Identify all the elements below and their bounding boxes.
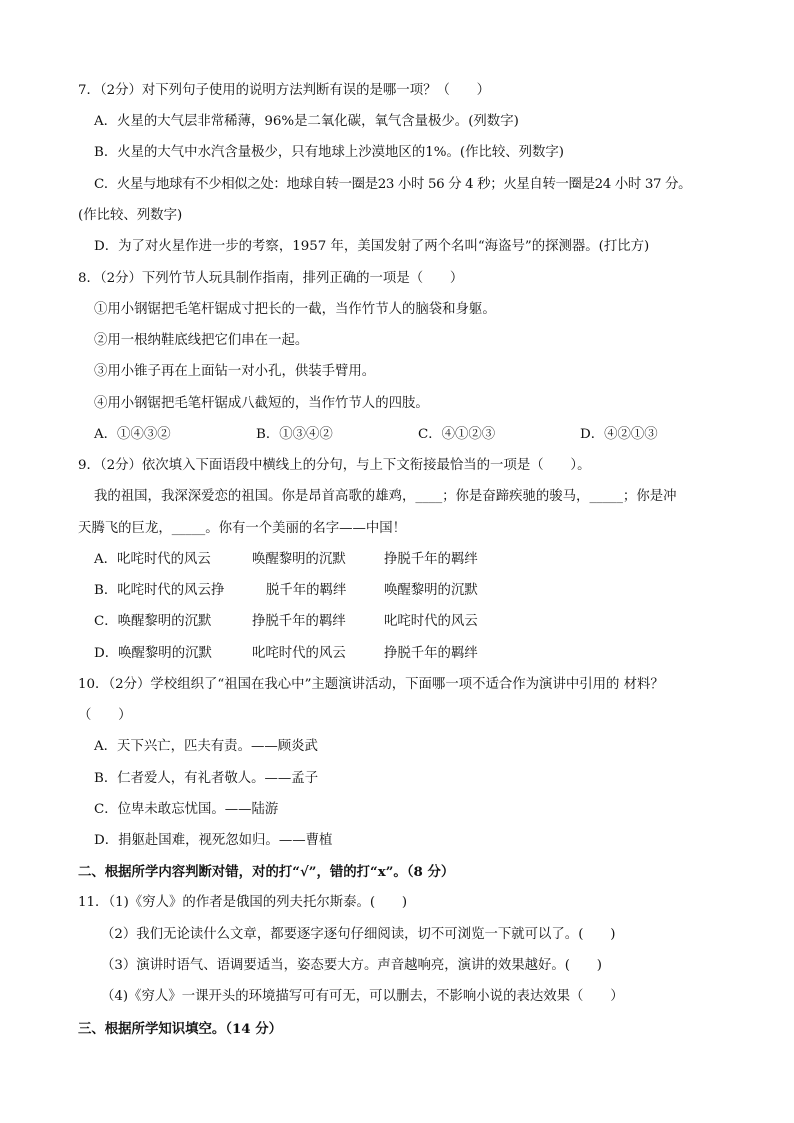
q7-option-c-cont: (作比较、列数字) [78, 208, 183, 223]
q9-option-c-part-3: 叱咤时代的风云 [384, 614, 478, 629]
q9-passage-line-1: 我的祖国，我深深爱恋的祖国。你是昂首高歌的雄鸡，____；你是奋蹄疾驰的骏马，_____；你是冲 [94, 489, 677, 504]
q11-item-3: （3）演讲时语气、语调要适当，姿态要大方。声音越响亮，演讲的效果越好。( ) [101, 958, 603, 973]
q8-option-c: C．④①②③ [418, 427, 496, 442]
q8-option-d: D．④②①③ [580, 427, 658, 442]
q9-option-c-part-1: C．唤醒黎明的沉默 [94, 614, 212, 629]
section-2-heading: 二、根据所学内容判断对错，对的打“√”，错的打“x”。（8 分） [78, 864, 455, 880]
q10-option-a: A．天下兴亡，匹夫有责。——顾炎武 [94, 739, 318, 754]
q9-option-d-part-3: 挣脱千年的羁绊 [384, 646, 478, 661]
q9-option-b-part-1: B．叱咤时代的风云挣 [94, 583, 225, 598]
q7-option-d: D．为了对火星作进一步的考察，1957 年，美国发射了两个名叫“海盗号”的探测器。(打比方) [94, 239, 650, 254]
q9-option-a-part-2: 唤醒黎明的沉默 [252, 552, 346, 567]
q8-step-2: ②用一根纳鞋底线把它们串在一起。 [94, 333, 309, 348]
q9-option-b-part-3: 唤醒黎明的沉默 [384, 583, 478, 598]
q10-option-b: B．仁者爱人，有礼者敬人。——孟子 [94, 771, 319, 786]
q9-passage-line-2: 天腾飞的巨龙，_____。你有一个美丽的名字——中国！ [78, 521, 407, 536]
q7-option-a: A．火星的大气层非常稀薄，96%是二氧化碳，氧气含量极少。(列数字) [94, 114, 519, 129]
q8-step-4: ④用小钢锯把毛笔杆锯成八截短的，当作竹节人的四肢。 [94, 396, 429, 411]
q9-option-d-part-1: D．唤醒黎明的沉默 [94, 646, 212, 661]
q9-option-d-part-2: 叱咤时代的风云 [252, 646, 346, 661]
section-3-heading: 三、根据所学知识填空。（14 分） [78, 1021, 283, 1037]
q8-option-b: B．①③④② [256, 427, 333, 442]
q10-option-c: C．位卑未敢忘忧国。——陆游 [94, 802, 279, 817]
q10-option-d: D．捐躯赴国难，视死忽如归。——曹植 [94, 833, 333, 848]
q10-stem: 10．（2分）学校组织了“祖国在我心中”主题演讲活动，下面哪一项不适合作为演讲中引用的 材料？ [78, 677, 664, 692]
q8-step-1: ①用小钢锯把毛笔杆锯成寸把长的一截，当作竹节人的脑袋和身躯。 [94, 302, 496, 317]
q9-option-a-part-3: 挣脱千年的羁绊 [384, 552, 478, 567]
q7-option-b: B．火星的大气中水汽含量极少，只有地球上沙漠地区的1%。(作比较、列数字) [94, 145, 565, 160]
q7-option-c: C．火星与地球有不少相似之处：地球自转一圈是23 小时 56 分 4 秒；火星自转一圈是24 小时 37 分。 [94, 177, 692, 192]
q9-stem: 9．（2分）依次填入下面语段中横线上的分句，与上下文衔接最恰当的一项是（ ）。 [78, 458, 591, 473]
q7-stem: 7．（2分）对下列句子使用的说明方法判断有误的是哪一项？（ ） [78, 83, 491, 98]
q9-option-b-part-2: 脱千年的羁绊 [266, 583, 347, 598]
q9-option-c-part-2: 挣脱千年的羁绊 [252, 614, 346, 629]
q9-option-a-part-1: A．叱咤时代的风云 [94, 552, 211, 567]
q11-item-1: 11．（1)《穷人》的作者是俄国的列夫托尔斯泰。( ) [78, 895, 408, 910]
q10-stem-cont: （ ） [78, 708, 132, 723]
q8-option-a: A．①④③② [94, 427, 171, 442]
q8-stem: 8．（2分）下列竹节人玩具制作指南，排列正确的一项是（ ） [78, 271, 464, 286]
q11-item-2: （2）我们无论读什么文章，都要逐字逐句仔细阅读，切不可浏览一下就可以了。( ) [101, 927, 616, 942]
q11-item-4: （4)《穷人》一课开头的环境描写可有可无，可以删去，不影响小说的表达效果（ ） [101, 989, 624, 1004]
q8-step-3: ③用小锥子再在上面钻一对小孔，供装手臂用。 [94, 364, 376, 379]
